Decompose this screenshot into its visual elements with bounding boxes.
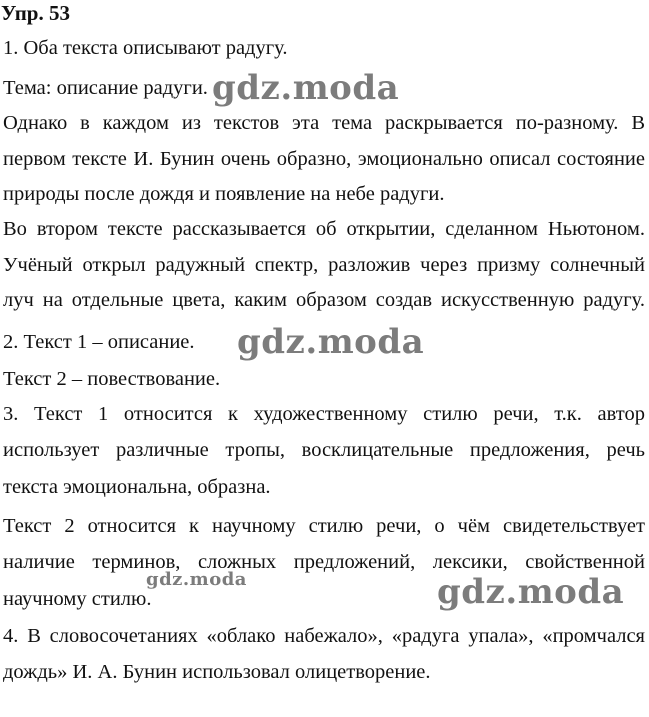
text-line: дождь» И. А. Бунин использовал олицетворение. <box>3 661 431 683</box>
watermark: gdz.moda <box>237 322 425 362</box>
watermark: gdz.moda <box>212 68 400 108</box>
text-line: научному стилю. <box>3 588 152 610</box>
text-line: Текст 2 относится к научному стилю речи, о чём свидетельствует <box>3 515 645 537</box>
watermark: gdz.moda <box>437 572 625 612</box>
text-line: 3. Текст 1 относится к художественному стилю речи, т.к. автор <box>3 403 645 425</box>
exercise-title: Упр. 53 <box>1 1 70 25</box>
text-line: Во втором тексте рассказывается об открытии, сделанном Ньютоном. <box>3 218 645 240</box>
text-line: 2. Текст 1 – описание. <box>3 331 195 353</box>
text-line: Текст 2 – повествование. <box>3 368 221 390</box>
text-line: 4. В словосочетаниях «облако набежало», «радуга упала», «промчался <box>3 625 645 647</box>
text-line: текста эмоциональна, образна. <box>3 476 271 498</box>
text-line: использует различные тропы, восклицательные предложения, речь <box>3 439 645 461</box>
text-line: Учёный открыл радужный спектр, разложив через призму солнечный <box>3 254 645 276</box>
text-line: наличие терминов, сложных предложений, лексики, свойственной <box>3 551 645 573</box>
text-line: Однако в каждом из текстов эта тема раскрывается по-разному. В <box>3 112 645 134</box>
text-line: 1. Оба текста описывают радугу. <box>3 37 288 59</box>
text-line: Тема: описание радуги. <box>3 77 208 99</box>
text-line: природы после дождя и появление на небе радуги. <box>3 183 445 205</box>
watermark: gdz.moda <box>146 569 247 590</box>
text-line: луч на отдельные цвета, каким образом создав искусственную радугу. <box>3 289 645 311</box>
text-line: первом тексте И. Бунин очень образно, эмоционально описал состояние <box>3 148 645 170</box>
